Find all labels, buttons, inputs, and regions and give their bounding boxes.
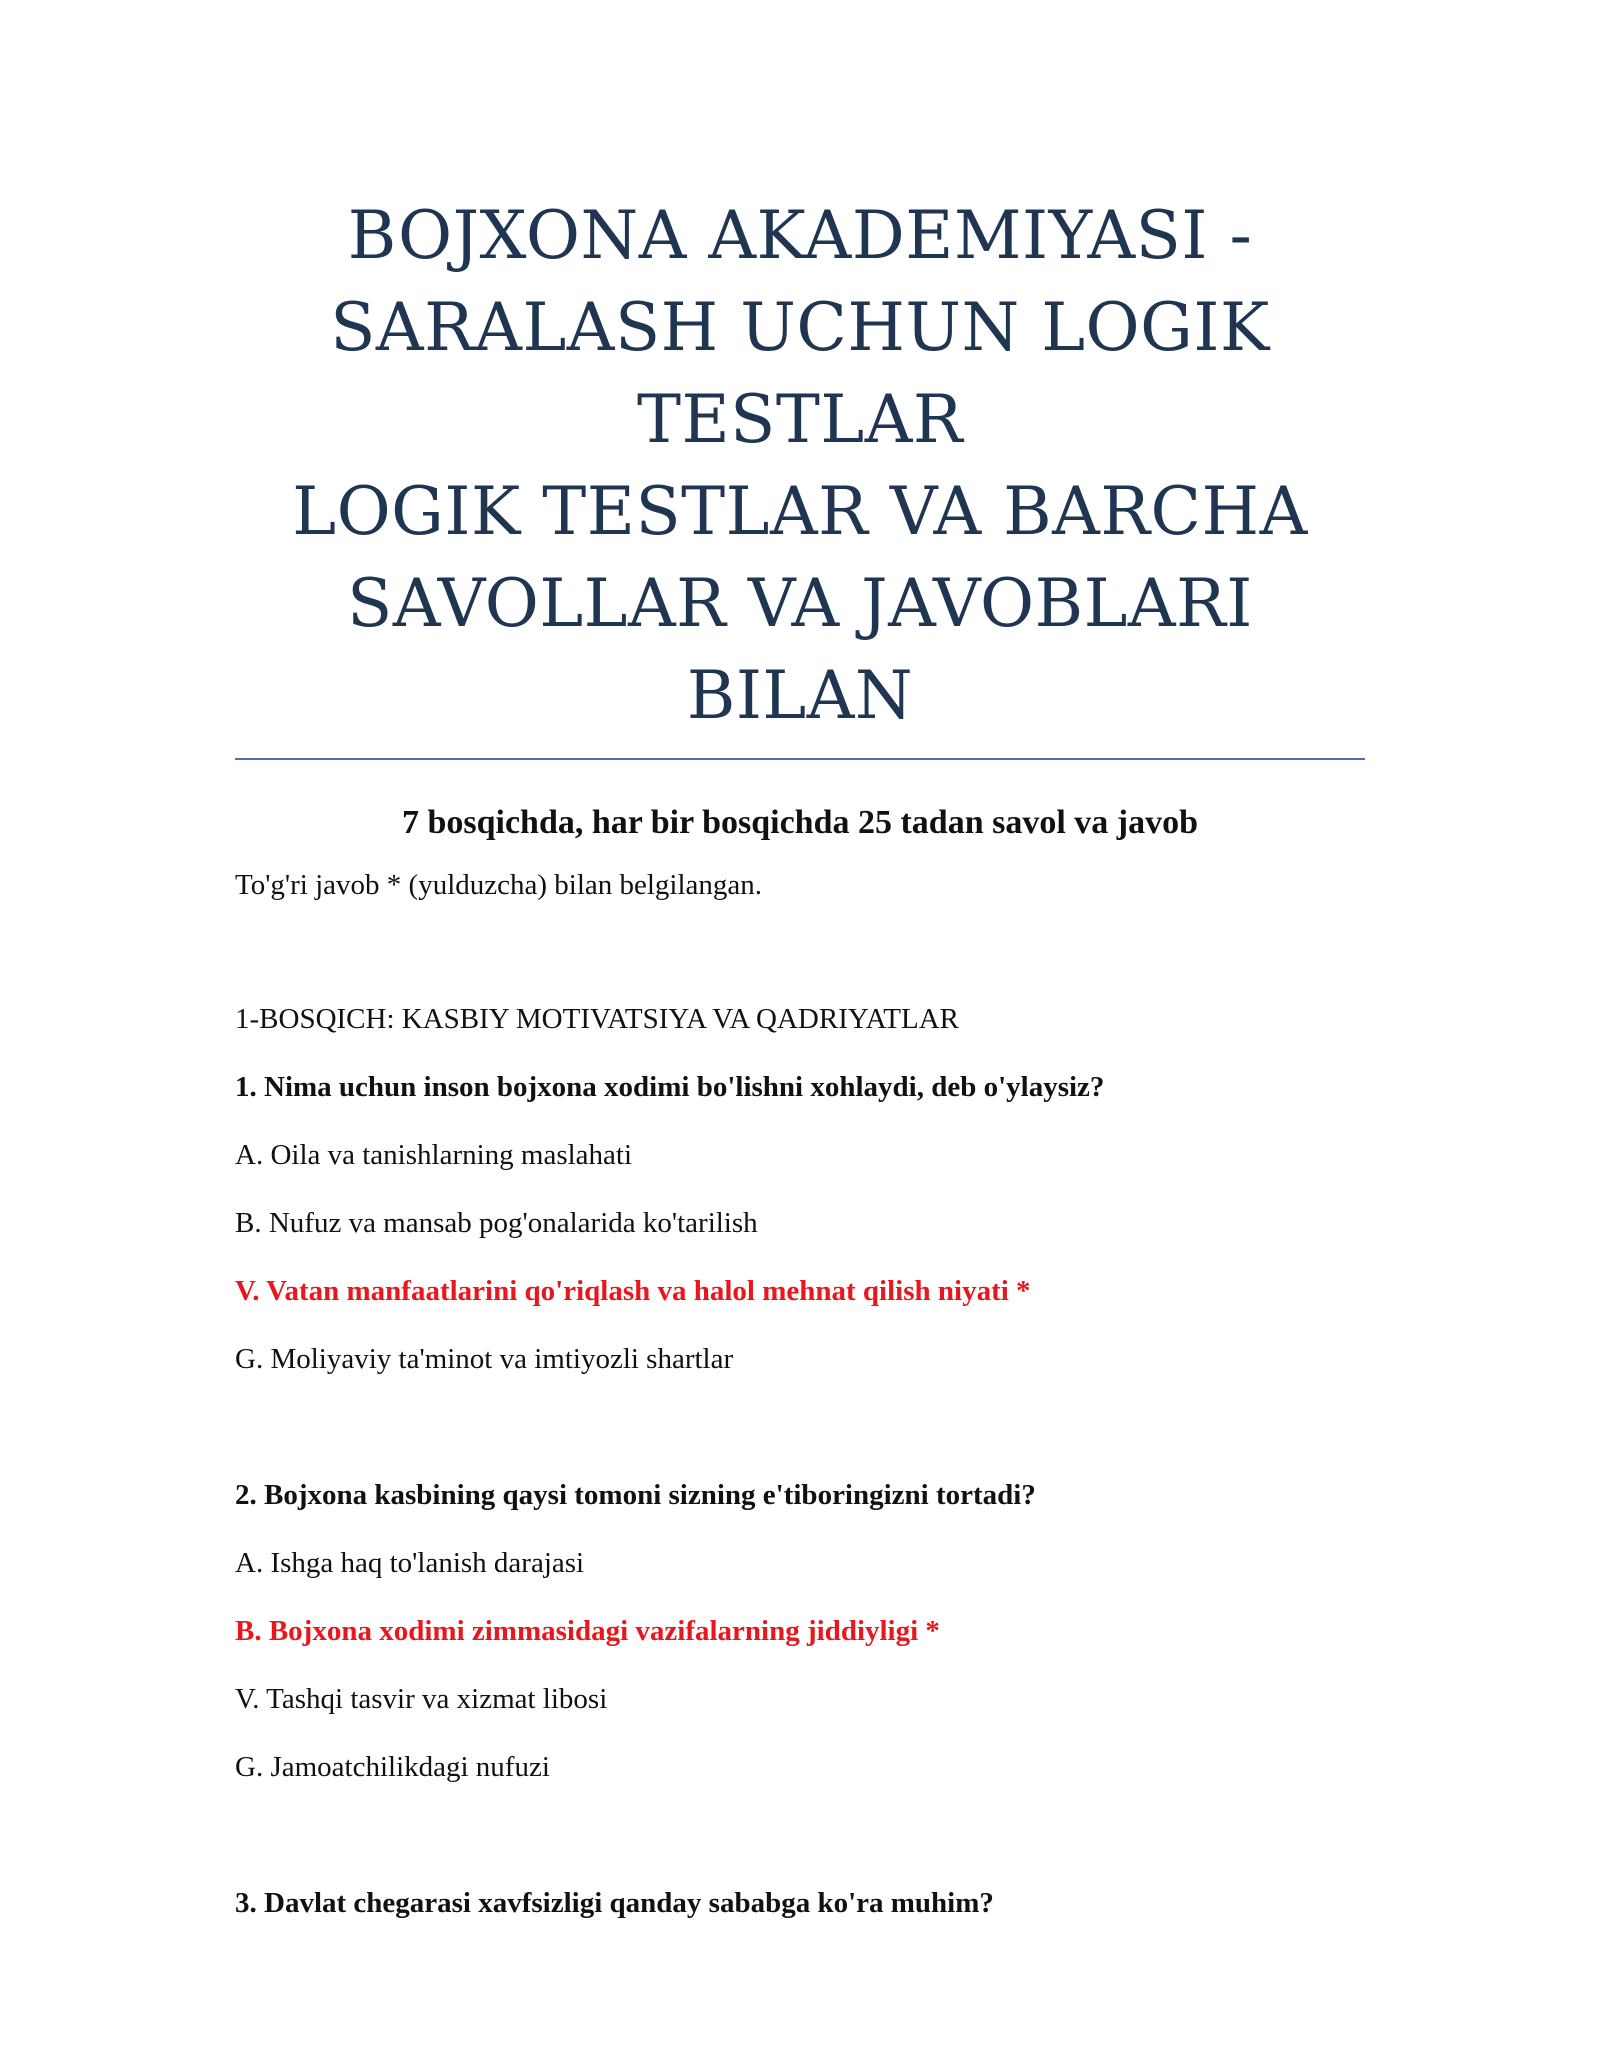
- answer-option-a: A. Oila va tanishlarning maslahati: [235, 1139, 633, 1171]
- answer-option-b: B. Nufuz va mansab pog'onalarida ko'tarilish: [235, 1207, 758, 1239]
- question-text: 2. Bojxona kasbining qaysi tomoni sizning e'tiboringizni tortadi?: [235, 1479, 1036, 1511]
- question-1: [235, 1068, 1365, 1378]
- answer-option-a: A. Ishga haq to'lanish darajasi: [235, 1547, 585, 1579]
- document-page: [235, 190, 1365, 1922]
- answer-option-b-correct: B. Bojxona xodimi zimmasidagi vazifalarning jiddiyligi *: [235, 1615, 940, 1647]
- title-line: SAVOLLAR VA JAVOBLARI BILAN: [347, 565, 1253, 734]
- title-line: LOGIK TESTLAR VA BARCHA: [292, 473, 1308, 550]
- answer-option-v: V. Tashqi tasvir va xizmat libosi: [235, 1683, 608, 1715]
- question-3: [235, 1884, 1365, 1922]
- title-line: BOJXONA AKADEMIYASI -: [347, 197, 1253, 274]
- question-text: 1. Nima uchun inson bojxona xodimi bo'lishni xohlaydi, deb o'ylaysiz?: [235, 1071, 1105, 1103]
- document-subtitle: 7 bosqichda, har bir bosqichda 25 tadan savol va javob: [401, 804, 1199, 841]
- title-line: TESTLAR: [636, 381, 964, 458]
- title-line: SARALASH UCHUN LOGIK: [330, 289, 1270, 366]
- title-divider: [235, 758, 1365, 760]
- answer-key-note: To'g'ri javob * (yulduzcha) bilan belgilangan.: [235, 869, 763, 901]
- question-text: 3. Davlat chegarasi xavfsizligi qanday sababga ko'ra muhim?: [235, 1887, 994, 1919]
- question-2: [235, 1476, 1365, 1786]
- answer-option-g: G. Moliyaviy ta'minot va imtiyozli shartlar: [235, 1343, 734, 1375]
- document-title: [235, 190, 1365, 742]
- stage-heading: 1-BOSQICH: KASBIY MOTIVATSIYA VA QADRIYATLAR: [235, 1003, 960, 1035]
- answer-option-g: G. Jamoatchilikdagi nufuzi: [235, 1751, 550, 1783]
- answer-option-v-correct: V. Vatan manfaatlarini qo'riqlash va halol mehnat qilish niyati *: [235, 1275, 1031, 1307]
